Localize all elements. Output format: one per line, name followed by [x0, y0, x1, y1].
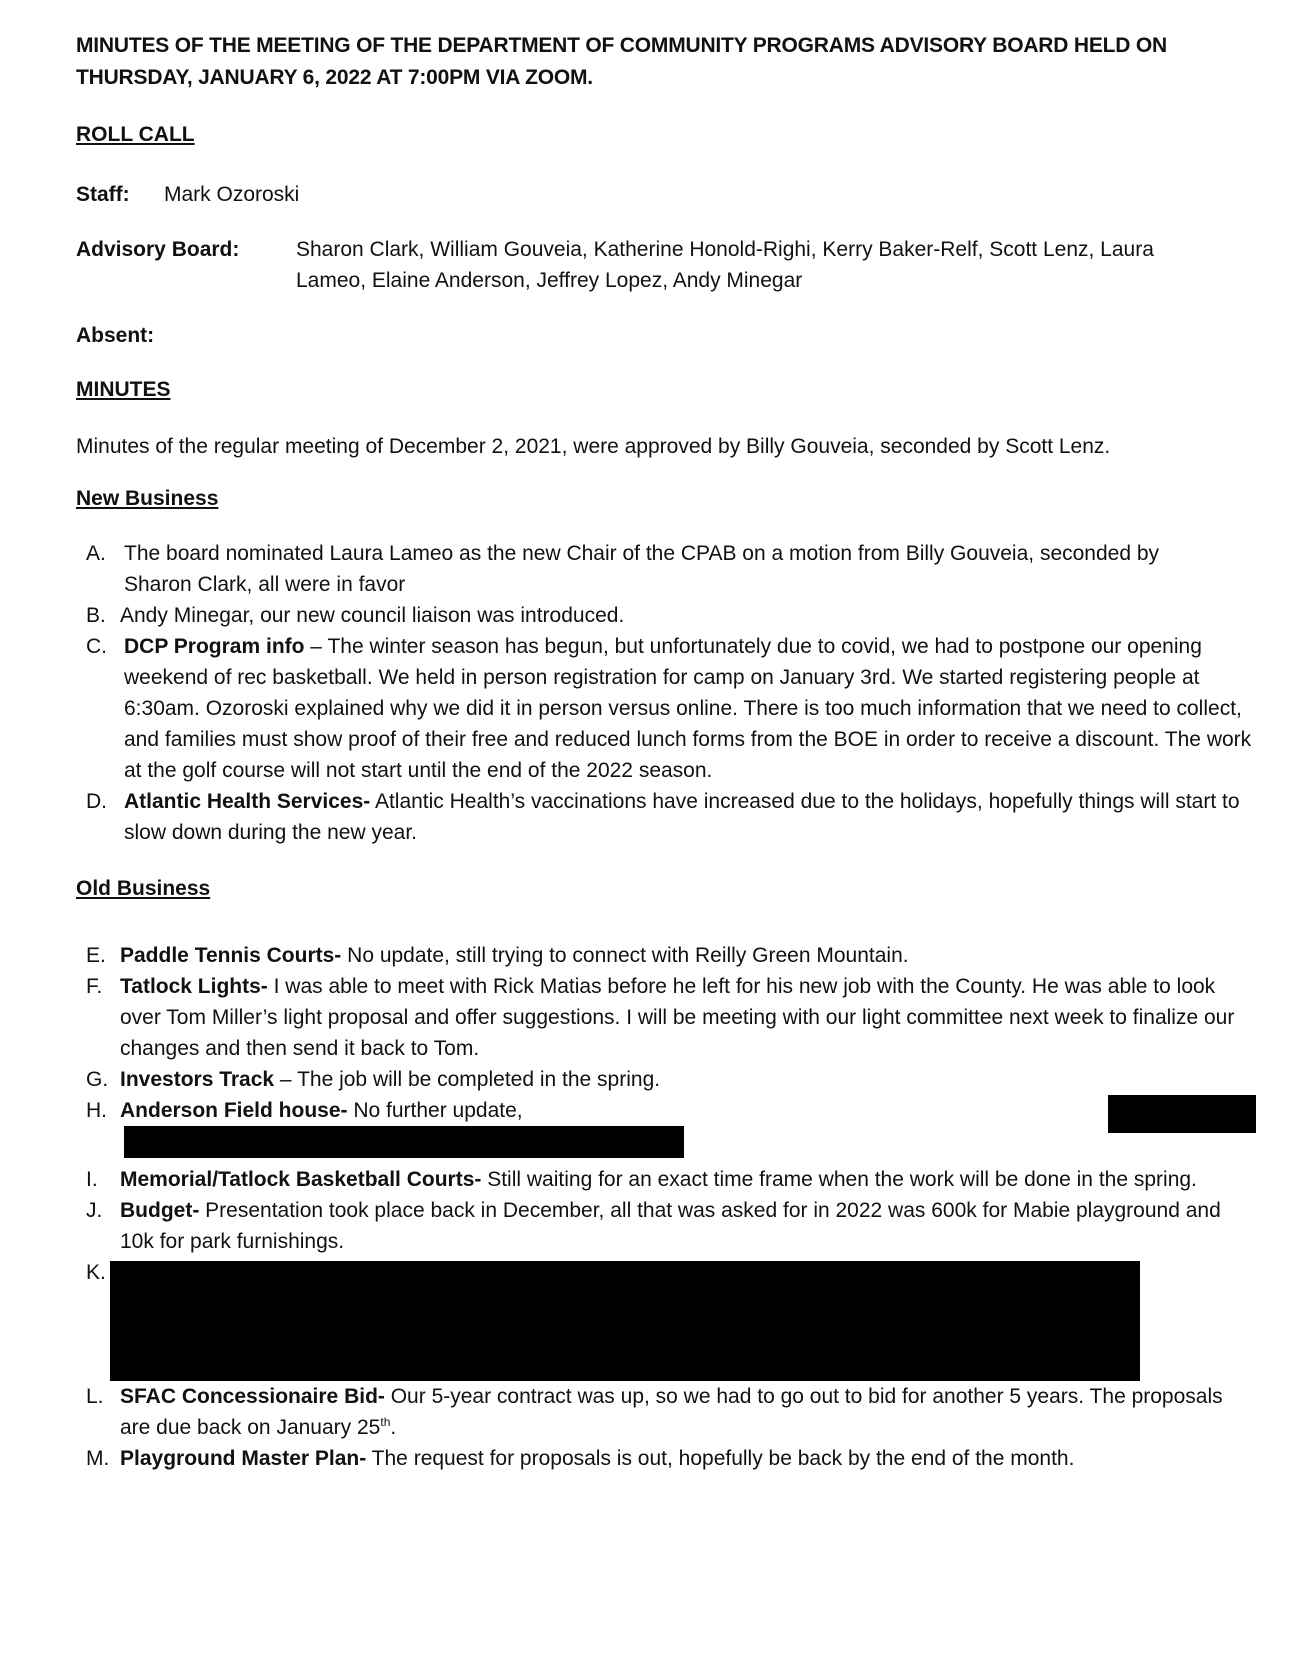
item-text: Presentation took place back in December, all that was asked for in 2022 was 600k for Mabie playground and 10k for park furnishings.	[120, 1199, 1221, 1253]
new-business-heading: New Business	[76, 487, 219, 510]
old-business-heading: Old Business	[76, 877, 211, 900]
item-title: Playground Master Plan-	[120, 1447, 367, 1470]
absent-label: Absent:	[76, 324, 155, 347]
item-marker: J.	[86, 1199, 103, 1222]
redaction-block	[110, 1261, 1140, 1381]
list-item	[76, 1381, 1256, 1443]
item-marker: E.	[86, 944, 106, 967]
list-item	[76, 1095, 1256, 1158]
ordinal-suffix: th	[380, 1415, 391, 1429]
item-marker: K.	[86, 1261, 106, 1284]
list-item	[76, 786, 1256, 848]
item-marker: L.	[86, 1385, 104, 1408]
item-marker: F.	[86, 975, 103, 998]
item-title: Budget-	[120, 1199, 200, 1222]
item-marker: B.	[86, 604, 106, 627]
item-marker: I.	[86, 1168, 98, 1191]
new-business-list	[76, 538, 1256, 848]
item-text: – The job will be completed in the spring.	[274, 1068, 661, 1091]
roll-call-heading: ROLL CALL	[76, 123, 195, 146]
list-item	[76, 1164, 1256, 1195]
redaction-block	[124, 1126, 684, 1158]
item-marker: D.	[86, 790, 107, 813]
item-marker: C.	[86, 635, 107, 658]
item-title: DCP Program info	[124, 635, 305, 658]
item-marker: G.	[86, 1068, 109, 1091]
list-item	[76, 1257, 1256, 1381]
absent-row	[76, 320, 1256, 351]
staff-label: Staff:	[76, 183, 130, 206]
advisory-board-label: Advisory Board:	[76, 238, 240, 261]
redaction-block	[1108, 1095, 1256, 1133]
list-item	[76, 940, 1256, 971]
item-title: Tatlock Lights-	[120, 975, 268, 998]
item-text: – The winter season has begun, but unfortunately due to covid, we had to postpone our opening weekend of rec basketball. We held in person registration for camp on January 3rd. We started registering people at 6:30am. Ozoroski explained why we did it in person versus online. There is too much information that we need to collect, and families must show proof of their free and reduced lunch forms from the BOE in order to receive a discount. The work at the golf course will not start until the end of the 2022 season.	[124, 635, 1252, 782]
old-business-list	[76, 940, 1256, 1474]
minutes-heading: MINUTES	[76, 378, 171, 401]
item-title: Memorial/Tatlock Basketball Courts-	[120, 1168, 482, 1191]
list-item	[76, 538, 1256, 600]
minutes-document	[76, 30, 1256, 1474]
minutes-text: Minutes of the regular meeting of December 2, 2021, were approved by Billy Gouveia, seconded by Scott Lenz.	[76, 435, 1111, 458]
item-title: Atlantic Health Services-	[124, 790, 371, 813]
list-item	[76, 631, 1256, 786]
item-text: Still waiting for an exact time frame when the work will be done in the spring.	[481, 1168, 1197, 1191]
item-text: The board nominated Laura Lameo as the new Chair of the CPAB on a motion from Billy Gouveia, seconded by Sharon Clark, all were in favor	[124, 542, 1160, 596]
staff-value: Mark Ozoroski	[164, 183, 300, 206]
item-text: I was able to meet with Rick Matias before he left for his new job with the County. He was able to look over Tom Miller’s light proposal and offer suggestions. I will be meeting with our light committee next week to finalize our changes and then send it back to Tom.	[120, 975, 1235, 1060]
list-item	[76, 1064, 1256, 1095]
item-title: Investors Track	[120, 1068, 275, 1091]
item-marker: H.	[86, 1099, 107, 1122]
item-marker: A.	[86, 542, 106, 565]
advisory-board-row	[76, 234, 1256, 296]
staff-row	[76, 179, 1256, 210]
item-text: The request for proposals is out, hopefully be back by the end of the month.	[366, 1447, 1075, 1470]
item-text: Atlantic Health’s vaccinations have increased due to the holidays, hopefully things will start to slow down during the new year.	[124, 790, 1240, 844]
list-item	[76, 971, 1256, 1064]
item-text: Andy Minegar, our new council liaison was introduced.	[120, 604, 625, 627]
advisory-board-members: Sharon Clark, William Gouveia, Katherine Honold-Righi, Kerry Baker-Relf, Scott Lenz, Laura Lameo, Elaine Anderson, Jeffrey Lopez, Andy Minegar	[296, 238, 1154, 292]
item-text: Our 5-year contract was up, so we had to go out to bid for another 5 years. The proposals are due back on January 25	[120, 1385, 1223, 1439]
item-text: No update, still trying to connect with Reilly Green Mountain.	[341, 944, 909, 967]
list-item	[76, 600, 1256, 631]
item-title: Paddle Tennis Courts-	[120, 944, 342, 967]
document-title: MINUTES OF THE MEETING OF THE DEPARTMENT OF COMMUNITY PROGRAMS ADVISORY BOARD HELD ON THURSDAY, JANUARY 6, 2022 AT 7:00PM VIA ZOOM.	[76, 34, 1167, 89]
list-item	[76, 1443, 1256, 1474]
item-title: Anderson Field house-	[120, 1099, 348, 1122]
item-marker: M.	[86, 1447, 110, 1470]
item-title: SFAC Concessionaire Bid-	[120, 1385, 385, 1408]
item-text: No further update,	[347, 1099, 523, 1122]
item-text-tail: .	[390, 1416, 397, 1439]
list-item	[76, 1195, 1256, 1257]
